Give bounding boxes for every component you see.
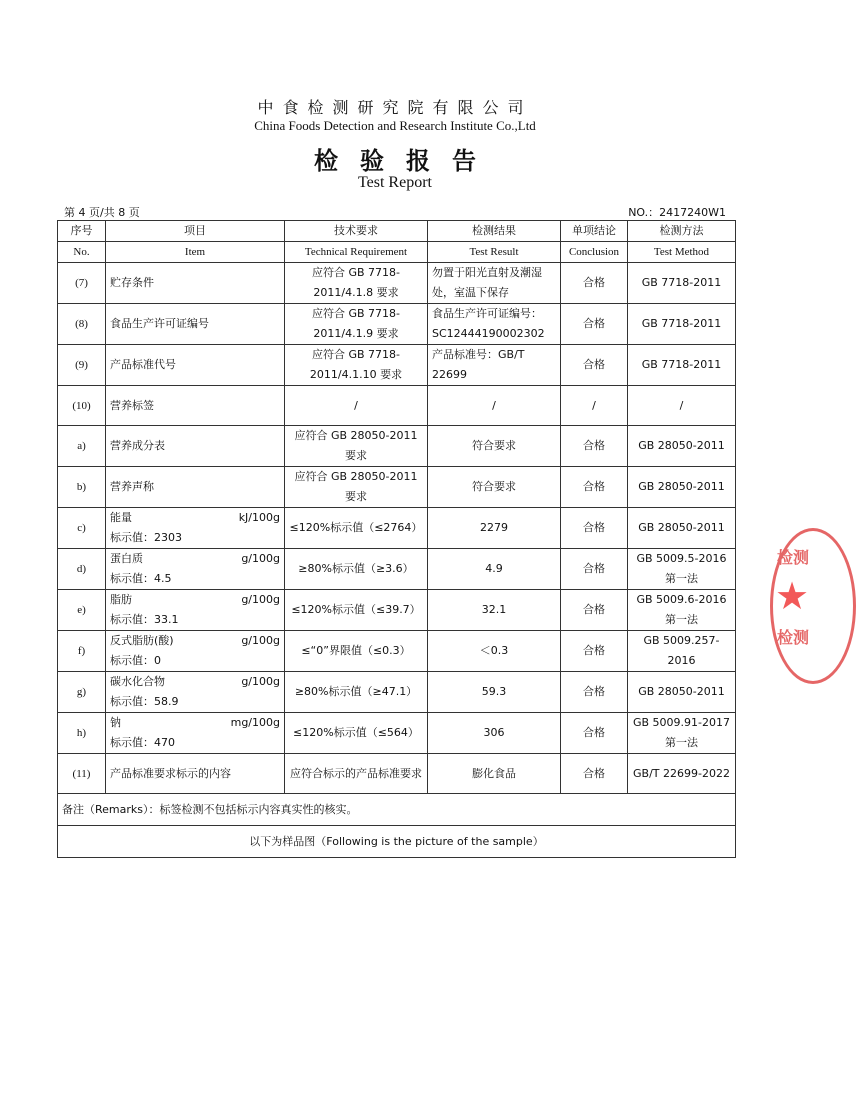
col-conclusion-cn: 单项结论 [561, 221, 628, 242]
item-unit: g/100g [241, 552, 280, 565]
row-number: c) [58, 508, 106, 549]
result-cell: 产品标准号：GB/T 22699 [428, 345, 561, 386]
requirement-cell: 应符合 GB 28050-2011 要求 [285, 467, 428, 508]
test-report-table [57, 220, 736, 858]
item-label-value: 标示值：2303 [110, 531, 182, 544]
item-name: 能量 [110, 511, 132, 524]
table-row [58, 631, 736, 672]
method-cell: GB 5009.6-2016 第一法 [628, 590, 736, 631]
table-row [58, 467, 736, 508]
item-cell: 营养标签 [106, 386, 285, 426]
item-unit: g/100g [241, 593, 280, 606]
item-unit: kJ/100g [238, 511, 280, 524]
col-no-cn: 序号 [58, 221, 106, 242]
official-seal [770, 528, 856, 684]
table-row [58, 672, 736, 713]
item-unit: g/100g [241, 675, 280, 688]
row-number: (10) [58, 386, 106, 426]
report-title-cn: 检验报告 [314, 147, 498, 175]
table-row [58, 386, 736, 426]
item-cell: 营养声称 [106, 467, 285, 508]
method-cell: GB 28050-2011 [628, 672, 736, 713]
item-cell: 贮存条件 [106, 263, 285, 304]
table-row [58, 754, 736, 794]
item-label-value: 标示值：0 [110, 654, 161, 667]
conclusion-cell: 合格 [561, 631, 628, 672]
org-name-en: China Foods Detection and Research Institute Co.,Ltd [254, 118, 536, 133]
requirement-cell: ≥80%标示值（≥47.1） [285, 672, 428, 713]
table-row [58, 713, 736, 754]
item-unit: mg/100g [230, 716, 280, 729]
seal-text-top: 检测 [777, 548, 810, 567]
item-name: 蛋白质 [110, 552, 143, 565]
report-number: NO.：2417240W1 [628, 206, 726, 219]
col-result-en: Test Result [428, 242, 561, 263]
conclusion-cell: 合格 [561, 672, 628, 713]
col-method-cn: 检测方法 [628, 221, 736, 242]
item-name: 碳水化合物 [110, 675, 165, 688]
item-name: 脂肪 [110, 593, 132, 606]
conclusion-cell: 合格 [561, 467, 628, 508]
conclusion-cell: 合格 [561, 508, 628, 549]
row-number: (7) [58, 263, 106, 304]
col-result-cn: 检测结果 [428, 221, 561, 242]
row-number: g) [58, 672, 106, 713]
result-cell: 32.1 [428, 590, 561, 631]
requirement-cell: 应符合 GB 7718-2011/4.1.10 要求 [285, 345, 428, 386]
requirement-cell: ≤120%标示值（≤39.7） [285, 590, 428, 631]
requirement-cell: 应符合 GB 7718-2011/4.1.8 要求 [285, 263, 428, 304]
table-row [58, 549, 736, 590]
result-cell: 膨化食品 [428, 754, 561, 794]
method-cell: GB/T 22699-2022 [628, 754, 736, 794]
item-cell: 产品标准要求标示的内容 [106, 754, 285, 794]
conclusion-cell: 合格 [561, 713, 628, 754]
conclusion-cell: 合格 [561, 345, 628, 386]
col-req-cn: 技术要求 [285, 221, 428, 242]
table-row [58, 345, 736, 386]
row-number: (11) [58, 754, 106, 794]
method-cell: GB 7718-2011 [628, 345, 736, 386]
method-cell: GB 5009.257-2016 [628, 631, 736, 672]
item-cell [106, 672, 285, 713]
table-row [58, 304, 736, 345]
item-label-value: 标示值：33.1 [110, 613, 179, 626]
row-number: e) [58, 590, 106, 631]
conclusion-cell: 合格 [561, 754, 628, 794]
requirement-cell: ≤120%标示值（≤564） [285, 713, 428, 754]
item-label-value: 标示值：58.9 [110, 695, 179, 708]
conclusion-cell: 合格 [561, 304, 628, 345]
requirement-cell: ≤120%标示值（≤2764） [285, 508, 428, 549]
row-number: (9) [58, 345, 106, 386]
row-number: d) [58, 549, 106, 590]
requirement-cell: 应符合 GB 28050-2011 要求 [285, 426, 428, 467]
method-cell: GB 28050-2011 [628, 467, 736, 508]
col-item-en: Item [106, 242, 285, 263]
item-name: 钠 [110, 716, 121, 729]
requirement-cell: / [285, 386, 428, 426]
col-req-en: Technical Requirement [285, 242, 428, 263]
row-number: b) [58, 467, 106, 508]
col-conclusion-en: Conclusion [561, 242, 628, 263]
result-cell: 2279 [428, 508, 561, 549]
result-cell: ＜0.3 [428, 631, 561, 672]
item-cell: 食品生产许可证编号 [106, 304, 285, 345]
requirement-cell: 应符合 GB 7718-2011/4.1.9 要求 [285, 304, 428, 345]
item-name: 反式脂肪(酸) [110, 634, 174, 647]
conclusion-cell: 合格 [561, 549, 628, 590]
item-unit: g/100g [241, 634, 280, 647]
requirement-cell: 应符合标示的产品标准要求 [285, 754, 428, 794]
report-title-en: Test Report [358, 174, 432, 191]
seal-star-icon: ★ [775, 576, 810, 618]
remarks: 备注（Remarks）：标签检测不包括标示内容真实性的核实。 [58, 794, 736, 826]
result-cell: 勿置于阳光直射及潮湿处，室温下保存 [428, 263, 561, 304]
method-cell: / [628, 386, 736, 426]
item-cell [106, 549, 285, 590]
org-name-cn: 中食检测研究院有限公司 [257, 98, 533, 117]
method-cell: GB 28050-2011 [628, 508, 736, 549]
result-cell: 食品生产许可证编号：SC12444190002302 [428, 304, 561, 345]
conclusion-cell: 合格 [561, 590, 628, 631]
table-row [58, 590, 736, 631]
item-label-value: 标示值：470 [110, 736, 175, 749]
result-cell: 符合要求 [428, 426, 561, 467]
method-cell: GB 28050-2011 [628, 426, 736, 467]
row-number: h) [58, 713, 106, 754]
result-cell: 符合要求 [428, 467, 561, 508]
col-method-en: Test Method [628, 242, 736, 263]
sample-note: 以下为样品图（Following is the picture of the sample） [58, 826, 736, 858]
row-number: f) [58, 631, 106, 672]
method-cell: GB 5009.91-2017 第一法 [628, 713, 736, 754]
conclusion-cell: / [561, 386, 628, 426]
item-cell [106, 631, 285, 672]
method-cell: GB 5009.5-2016 第一法 [628, 549, 736, 590]
result-cell: 59.3 [428, 672, 561, 713]
method-cell: GB 7718-2011 [628, 263, 736, 304]
requirement-cell: ≤“0”界限值（≤0.3） [285, 631, 428, 672]
result-cell: 4.9 [428, 549, 561, 590]
col-no-en: No. [58, 242, 106, 263]
page-info: 第 4 页/共 8 页 [64, 206, 140, 219]
row-number: a) [58, 426, 106, 467]
item-cell: 产品标准代号 [106, 345, 285, 386]
conclusion-cell: 合格 [561, 426, 628, 467]
item-cell [106, 590, 285, 631]
conclusion-cell: 合格 [561, 263, 628, 304]
result-cell: / [428, 386, 561, 426]
requirement-cell: ≥80%标示值（≥3.6） [285, 549, 428, 590]
result-cell: 306 [428, 713, 561, 754]
item-label-value: 标示值：4.5 [110, 572, 172, 585]
table-row [58, 426, 736, 467]
table-row [58, 263, 736, 304]
item-cell [106, 713, 285, 754]
method-cell: GB 7718-2011 [628, 304, 736, 345]
item-cell [106, 508, 285, 549]
item-cell: 营养成分表 [106, 426, 285, 467]
col-item-cn: 项目 [106, 221, 285, 242]
seal-text-bottom: 检测 [777, 628, 810, 647]
row-number: (8) [58, 304, 106, 345]
table-row [58, 508, 736, 549]
